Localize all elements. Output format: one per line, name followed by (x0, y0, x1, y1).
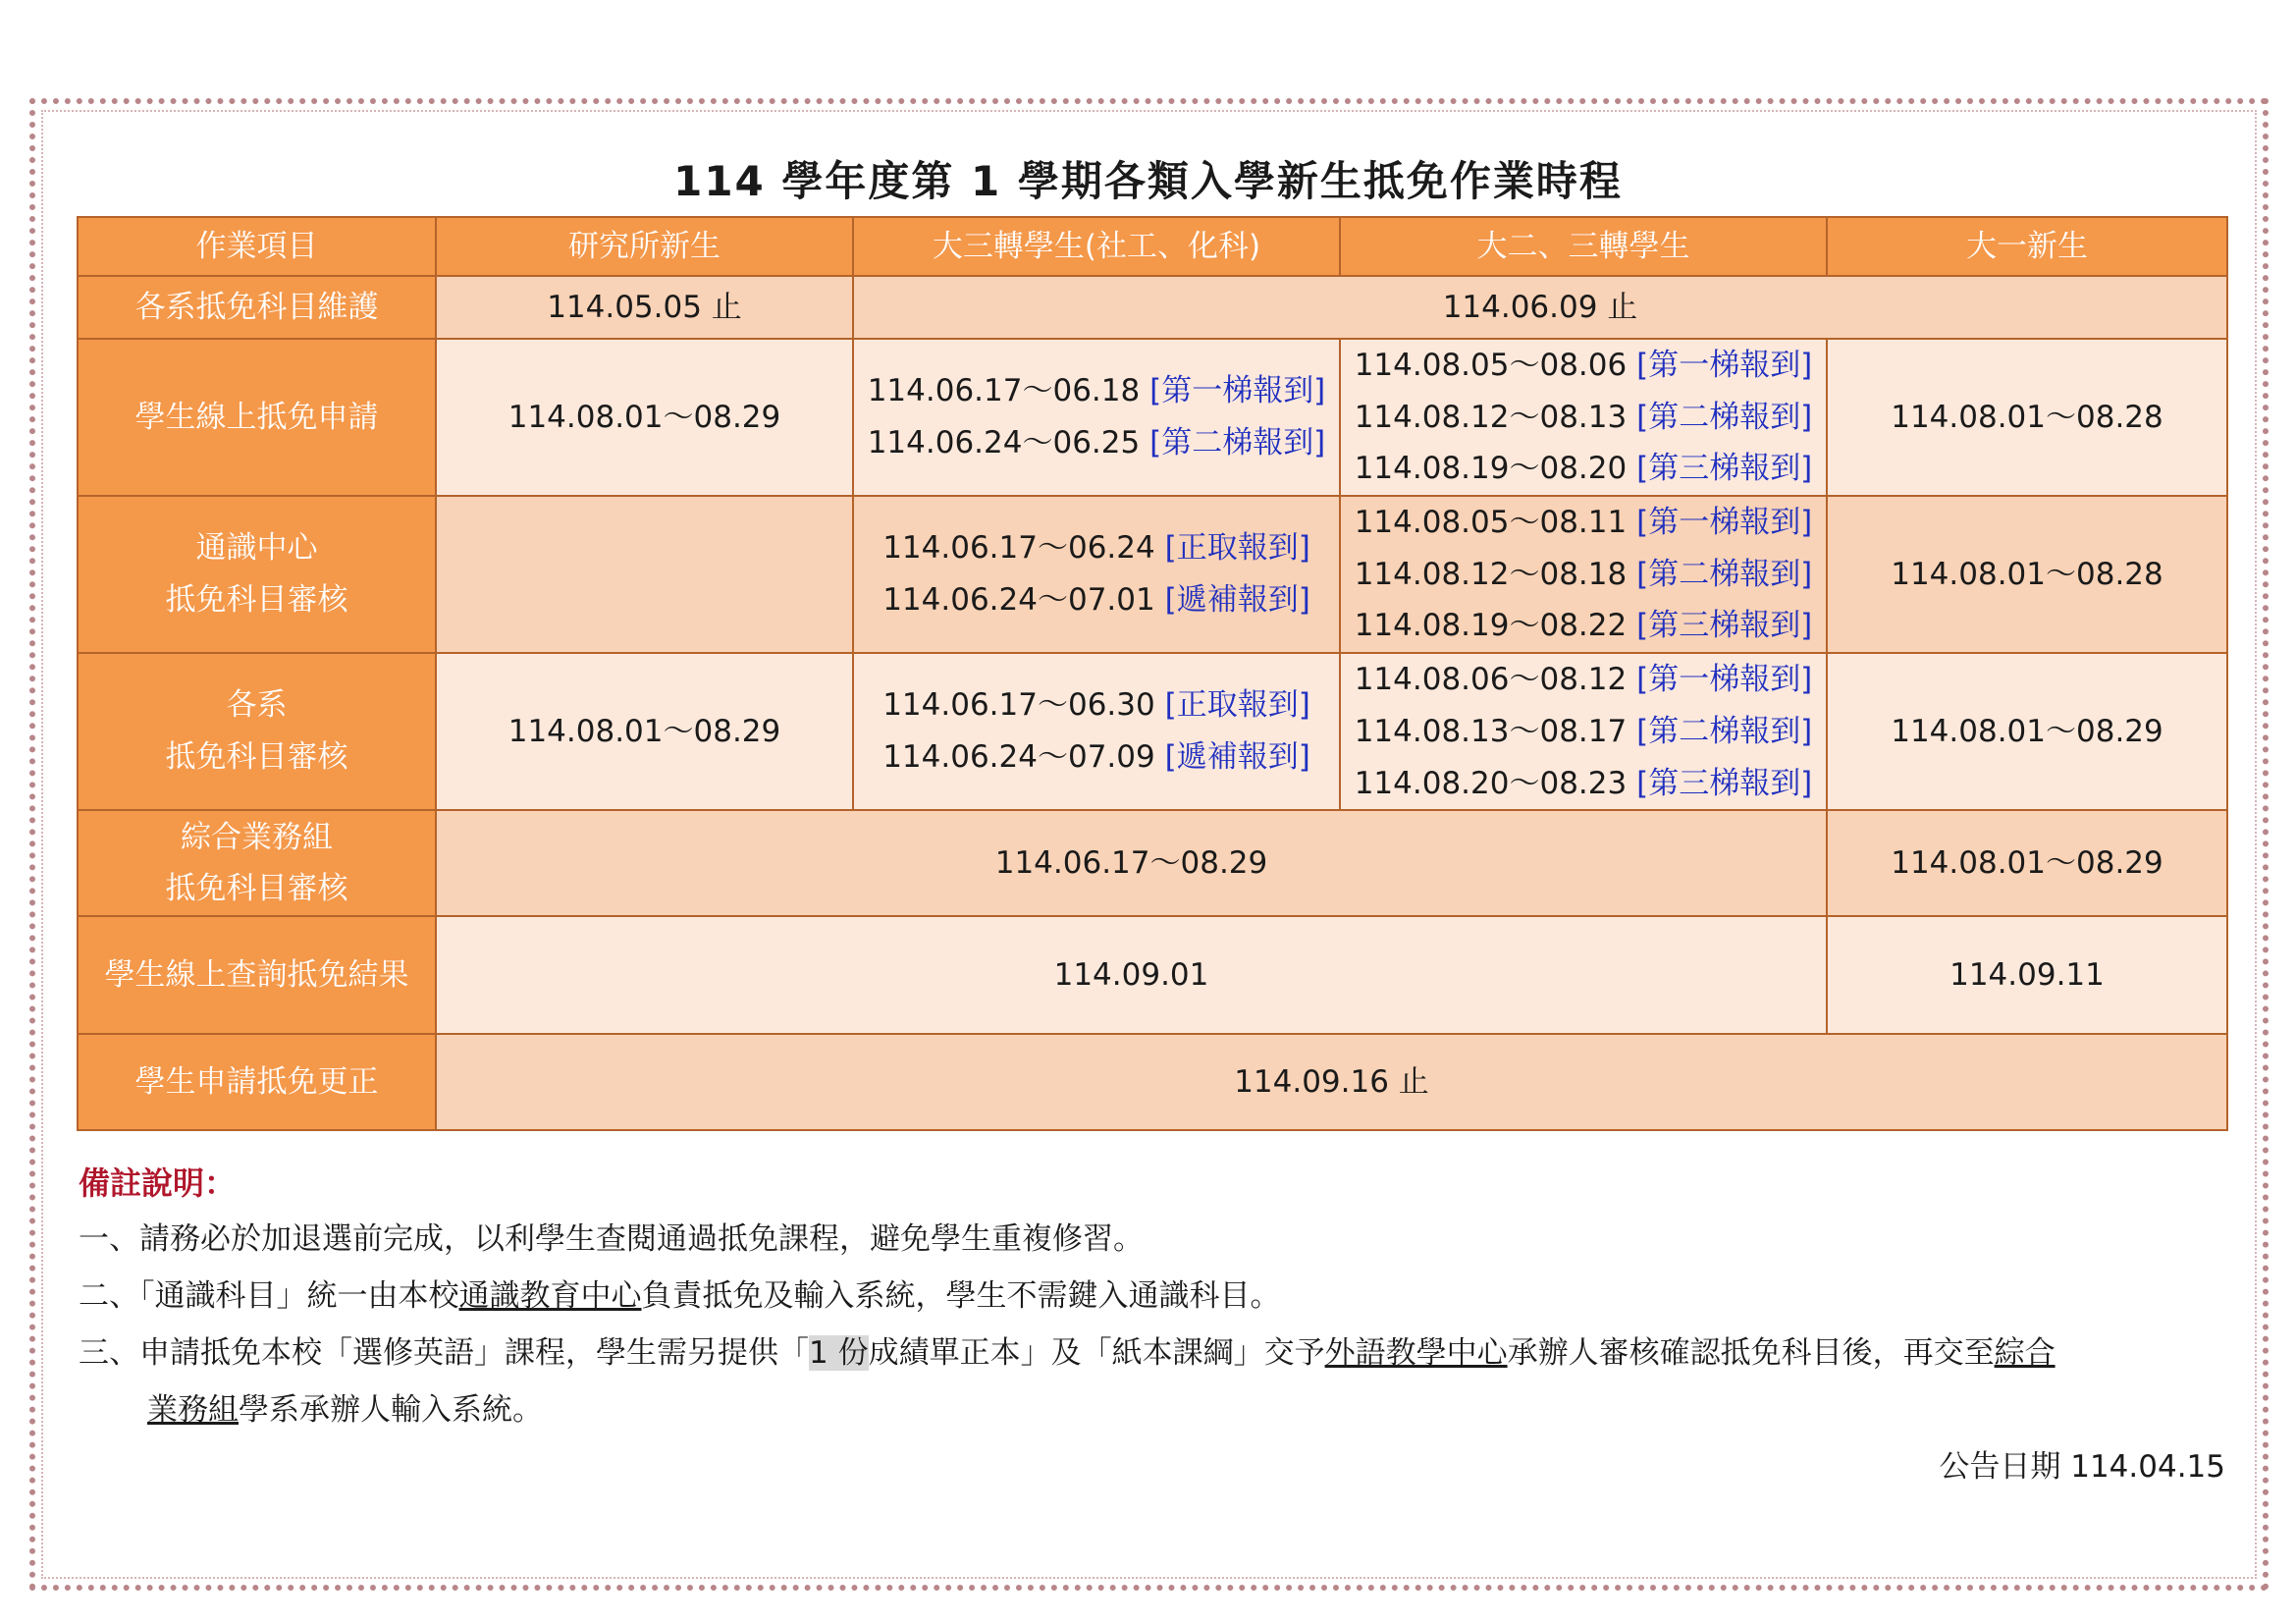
note-highlight: 1 份 (809, 1335, 869, 1371)
cell-others: 114.06.17～08.29 (436, 810, 1827, 916)
cell-grad: 114.08.01～08.29 (436, 653, 853, 810)
table-row (78, 810, 2227, 916)
cell-others: 114.09.01 (436, 916, 1827, 1034)
cell-junior (853, 653, 1340, 810)
header-junior-transfer: 大三轉學生(社工、化科) (853, 217, 1340, 276)
note-2 (79, 1271, 1281, 1315)
schedule-line (1341, 600, 1826, 652)
date-range: 114.06.24～07.09 (882, 739, 1155, 776)
schedule-line (1341, 392, 1826, 444)
announcement-date: 公告日期 114.04.15 (1939, 1449, 2225, 1485)
row-label-line: 抵免科目審核 (165, 871, 348, 907)
cell-grad: 114.08.01～08.29 (436, 339, 853, 496)
note-underlined: 業務組 (147, 1392, 239, 1428)
batch-tag: [正取報到] (1164, 687, 1310, 724)
cell-freshman: 114.08.01～08.29 (1827, 653, 2227, 810)
schedule-line (854, 365, 1339, 417)
date-range: 114.08.05～08.06 (1354, 348, 1628, 383)
row-label-line: 各系 (226, 687, 288, 724)
cell-others: 114.06.09 止 (853, 276, 2227, 339)
schedule-line (1341, 654, 1826, 706)
schedule-line (854, 731, 1339, 784)
date-range: 114.08.05～08.11 (1354, 505, 1628, 541)
date-range: 114.06.17～06.24 (882, 530, 1155, 567)
table-row (78, 653, 2227, 810)
table-header-row (78, 217, 2227, 276)
batch-tag: [第一梯報到] (1636, 348, 1813, 383)
cell-transfer (1340, 496, 1827, 653)
header-transfer: 大二、三轉學生 (1340, 217, 1827, 276)
cell-grad (436, 496, 853, 653)
row-label: 學生線上抵免申請 (78, 339, 436, 496)
page-title: 114 學年度第 1 學期各類入學新生抵免作業時程 (673, 157, 1623, 205)
schedule-line (854, 417, 1339, 469)
header-task: 作業項目 (78, 217, 436, 276)
note-underlined: 綜合 (1994, 1335, 2056, 1371)
note-3 (79, 1327, 2056, 1372)
row-label-line: 通識中心 (195, 530, 318, 567)
schedule-line (1341, 758, 1826, 810)
row-label-line: 綜合業務組 (181, 819, 333, 855)
note-underlined: 通識教育中心 (458, 1278, 642, 1314)
date-range: 114.06.24～06.25 (867, 425, 1141, 461)
schedule-line (854, 574, 1339, 626)
cell-freshman: 114.09.11 (1827, 916, 2227, 1034)
schedule-line (1341, 340, 1826, 392)
date-range: 114.08.12～08.18 (1354, 556, 1628, 592)
notes-heading: 備註說明： (79, 1164, 237, 1202)
row-label-line: 抵免科目審核 (165, 582, 348, 619)
row-label (78, 653, 436, 810)
batch-tag: [第二梯報到] (1636, 556, 1813, 592)
cell-transfer (1340, 653, 1827, 810)
cell-freshman: 114.08.01～08.28 (1827, 496, 2227, 653)
note-text: 二、「通識科目」統一由本校 (79, 1278, 459, 1314)
cell-junior (853, 496, 1340, 653)
date-range: 114.08.12～08.13 (1354, 399, 1628, 435)
header-freshman: 大一新生 (1827, 217, 2227, 276)
header-grad: 研究所新生 (436, 217, 853, 276)
schedule-line (1341, 549, 1826, 601)
batch-tag: [第三梯報到] (1636, 608, 1813, 644)
date-range: 114.06.17～06.18 (867, 373, 1141, 409)
batch-tag: [遞補報到] (1164, 582, 1310, 619)
row-label: 學生線上查詢抵免結果 (78, 916, 436, 1034)
schedule-line (1341, 706, 1826, 758)
note-underlined: 外語教學中心 (1324, 1335, 1508, 1371)
note-text: 學系承辦人輸入系統。 (239, 1392, 543, 1428)
batch-tag: [第三梯報到] (1636, 765, 1813, 801)
note-text: 三、申請抵免本校「選修英語」課程，學生需另提供「 (79, 1335, 809, 1371)
cell-transfer (1340, 339, 1827, 496)
date-range: 114.06.24～07.01 (882, 582, 1155, 619)
date-range: 114.08.13～08.17 (1354, 713, 1628, 749)
table-row (78, 1034, 2227, 1130)
schedule-table (77, 216, 2228, 1131)
cell-grad: 114.05.05 止 (436, 276, 853, 339)
batch-tag: [第一梯報到] (1636, 662, 1813, 698)
note-1: 一、請務必於加退選前完成，以利學生查閱通過抵免課程，避免學生重複修習。 (79, 1221, 1144, 1257)
batch-tag: [第三梯報到] (1636, 451, 1813, 487)
table-row (78, 496, 2227, 653)
row-label: 學生申請抵免更正 (78, 1034, 436, 1130)
row-label: 各系抵免科目維護 (78, 276, 436, 339)
schedule-line (1341, 443, 1826, 495)
date-range: 114.08.19～08.20 (1354, 451, 1628, 487)
row-label-line: 抵免科目審核 (165, 739, 348, 776)
table-row (78, 339, 2227, 496)
date-range: 114.06.17～06.30 (882, 687, 1155, 724)
date-range: 114.08.06～08.12 (1354, 662, 1628, 698)
batch-tag: [第二梯報到] (1149, 425, 1326, 461)
batch-tag: [第一梯報到] (1636, 505, 1813, 541)
batch-tag: [第一梯報到] (1149, 373, 1326, 409)
schedule-line (854, 522, 1339, 574)
table-row (78, 916, 2227, 1034)
note-text: 承辦人審核確認抵免科目後，再交至 (1507, 1335, 1995, 1371)
cell-freshman: 114.08.01～08.29 (1827, 810, 2227, 916)
cell-junior (853, 339, 1340, 496)
batch-tag: [第二梯報到] (1636, 399, 1813, 435)
schedule-line (854, 679, 1339, 731)
date-range: 114.08.20～08.23 (1354, 765, 1628, 801)
table-row (78, 276, 2227, 339)
note-text: 負責抵免及輸入系統，學生不需鍵入通識科目。 (641, 1278, 1281, 1314)
cell-freshman: 114.08.01～08.28 (1827, 339, 2227, 496)
schedule-line (1341, 497, 1826, 549)
note-3-continued (147, 1384, 543, 1429)
batch-tag: [正取報到] (1164, 530, 1310, 567)
batch-tag: [第二梯報到] (1636, 713, 1813, 749)
cell-all: 114.09.16 止 (436, 1034, 2227, 1130)
date-range: 114.08.19～08.22 (1354, 608, 1628, 644)
row-label (78, 496, 436, 653)
note-text: 成績單正本」及「紙本課綱」交予 (868, 1335, 1325, 1371)
batch-tag: [遞補報到] (1164, 739, 1310, 776)
row-label (78, 810, 436, 916)
